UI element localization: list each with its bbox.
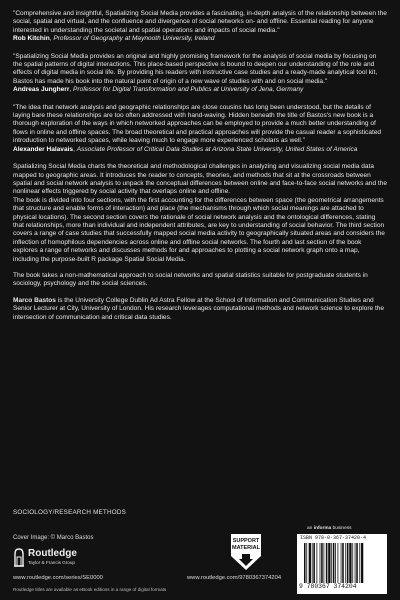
book-description-paragraph: The book is divided into four sections, with the first accounting for the differences between space (the geometrical arrangements that structure and enable forms of interaction) and place (the mechanisms through which social meanings are attached to physical locations). The second section covers the rationale of social network analysis and the ontological differences, stating that relationships, more than individual and independent attributes, are key to understanding of social behavior. The third section covers a range of case studies that successfully mapped social media activity to geographically situated areas and considers the inflection of homophilous dependencies across online and offline social networks. The fourth and last section of the book explores a range of networks and discusses methods for and approaches to plotting a social network graph onto a map, including the purpose-built R package Spatial Social Media. [13, 196, 385, 263]
routledge-tower-icon [13, 547, 25, 567]
barcode-bar [316, 543, 317, 583]
book-url[interactable]: www.routledge.com/9780367374204 [187, 575, 282, 581]
endorsement-text: "Spatializing Social Media provides an original and highly promising framework for the analysis of social media by focusing on the spatial patterns of digital interactions. This place-based perspective is bound to deepen our understanding of the role and effects of digital media in social life. By providing his readers with instructive case studies and a ready-made analytical tool kit, Bastos has made his book into the natural point of origin of a new wave of studies with and on social media." [13, 52, 378, 85]
cover-image-credit: Cover Image: © Marco Bastos [13, 535, 94, 541]
barcode-bar [341, 543, 342, 583]
barcode-bar [335, 543, 336, 583]
isbn-label: ISBN 978-0-367-37420-4 [300, 535, 367, 541]
endorsement-attribution: Rob Kitchin, Professor of Geography at Maynooth University, Ireland [13, 35, 215, 43]
badge-line1: SUPPORT [232, 538, 260, 544]
series-url[interactable]: www.routledge.com/series/SE0000 [13, 575, 103, 581]
informa-tagline: an informa business [307, 526, 352, 531]
badge-line2: MATERIAL [231, 545, 261, 551]
endorsement-affiliation: Professor for Digital Transformation and Publics at University of Jena, Germany [73, 86, 304, 94]
endorsement-text: "The idea that network analysis and geographic relationships are close cousins has long been understood, but the details of laying bare these relationships are too often addressed with hand-waving. Hidden beneath the title of Bastos's new book is a thorough exploration of the ways in which networked approaches can be employed to provide a much better understanding of flows in online and offline spaces. The broad theoretical and practical approaches will provide the casual reader a sophisticated introduction to networked spaces, while leaving much to engage more experienced scholars as well." [13, 103, 382, 145]
barcode-bar [309, 543, 311, 583]
author-name: Marco Bastos [13, 296, 56, 304]
barcode-bar [321, 543, 323, 583]
isbn-barcode [297, 534, 387, 594]
publisher-name: Routledge [28, 548, 77, 559]
endorsement-affiliation: Associate Professor of Critical Data Studies at Arizona State University, United States of America [76, 145, 358, 153]
support-material-icon [229, 532, 263, 572]
endorsement-author: Andreas Jungherr [13, 86, 70, 94]
author-bio [13, 297, 387, 322]
ebook-note: Routledge titles are available as eBook editions in a range of digital formats [13, 587, 167, 592]
back-cover-content [13, 10, 387, 322]
barcode-bar [328, 543, 330, 583]
barcode-bar [338, 543, 339, 583]
barcode-bar [342, 543, 344, 583]
barcode-bar [306, 543, 307, 583]
barcode-bar [356, 543, 358, 583]
book-description-paragraph: Spatializing Social Media charts the theoretical and methodological challenges in analyzing and visualizing social media data mapped to geographic areas. It introduces the reader to concepts, theories, and methods that sit at the crossroads between spatial and social network analysis to unpack the conceptual differences between online and face-to-face social networks and the nonlinear effects triggered by social activity that overlaps online and offline. [13, 163, 388, 196]
barcode-number: 9 780367 374204 [299, 583, 357, 590]
barcode-bar [333, 543, 335, 583]
barcode-bar [320, 543, 321, 583]
endorsement-attribution: Alexander Halavais, Associate Professor of Critical Data Studies at Arizona State University, United States of America [13, 145, 358, 153]
barcode-bars [304, 543, 384, 583]
barcode-bar [331, 543, 332, 583]
barcode-bar [326, 543, 328, 583]
barcode-bar [352, 543, 353, 583]
barcode-bar [349, 543, 351, 583]
barcode-bar [359, 543, 360, 583]
book-description-paragraph: The book takes a non-mathematical approach to social networks and spatial statistics suitable for postgraduate students in sociology, psychology and the social sciences. [13, 271, 368, 288]
endorsement-text: "Comprehensive and insightful, Spatializing Social Media provides a fascinating, in-depth analysis of the relationship between the social, spatial and virtual, and the confluence and divergence of social networks on- and offline. Essential reading for anyone interested in understanding the societal and spatial operations and impacts of social media." [13, 10, 387, 34]
author-bio-text: is the University College Dublin Ad Astra Fellow at the School of Information and Communication Studies and Senior Lecturer at City, University of London. His research leverages computational methods and network science to explore the intersection of communication and critical data studies. [13, 296, 385, 321]
publisher-group: Taylor & Francis Group [28, 560, 75, 565]
endorsement [13, 10, 387, 44]
subject-category: SOCIOLOGY/RESEARCH METHODS [13, 509, 126, 516]
endorsement [13, 53, 387, 95]
barcode-bar [361, 543, 363, 583]
barcode-bar [345, 543, 346, 583]
barcode-bar [347, 543, 349, 583]
endorsement-author: Alexander Halavais [13, 145, 74, 153]
endorsement-attribution: Andreas Jungherr, Professor for Digital Transformation and Publics at University of Jena, Germany [13, 86, 304, 94]
endorsement [13, 104, 387, 154]
barcode-bar [313, 543, 315, 583]
routledge-logo [13, 547, 103, 569]
barcode-bar [304, 543, 306, 583]
barcode-bar [324, 543, 325, 583]
barcode-bar [355, 543, 356, 583]
endorsement-author: Rob Kitchin [13, 35, 50, 43]
barcode-bar [312, 543, 313, 583]
endorsement-affiliation: Professor of Geography at Maynooth University, Ireland [53, 35, 215, 43]
